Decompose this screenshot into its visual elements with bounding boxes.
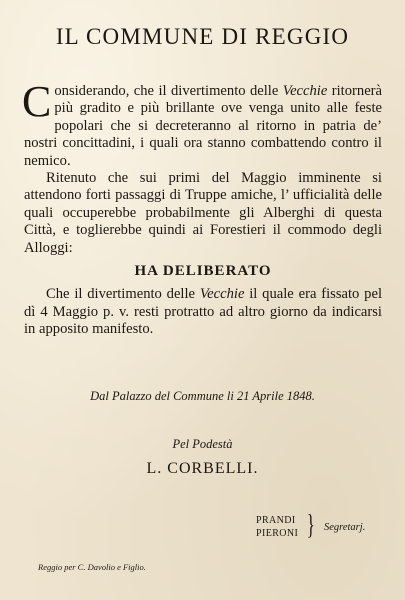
signatory-name: L. CORBELLI. [146,460,259,477]
secretaries-label: Segretarj. [324,522,366,533]
paragraph-1-text: onsiderando, che il divertimento delle [54,83,283,99]
secretary-1: PRANDI [256,515,296,526]
date-line: Dal Palazzo del Commune li 21 Aprile 1848. [90,389,315,403]
drop-cap: C [22,77,52,126]
paragraph-considerando [22,77,383,170]
paragraph-che [24,286,382,338]
paragraph-3-start: Che il divertimento delle [46,286,200,303]
paragraph-ritenuto: Ritenuto che sui primi del Maggio imminente si attendono forti passaggi di Truppe amiche, l’ ufficialità delle quali occuperebbe probabilmente gli Alberghi di questa Città, e toglierebbe quindi ai Forestieri il commodo degli Alloggi: [24,170,382,256]
document-body [22,77,383,339]
paragraph-3-rest: il quale era fissato pel dì 4 Maggio p. v. resti protratto ad altro giorno da indicarsi in apposito manifesto. [24,286,382,338]
paragraph-3-italic: Vecchie [199,286,245,303]
paragraph-1-tail: ritornerà più gradito e più brillante ove venga unito alle feste popolari che si decreteranno al ritorno in patria de’ nostri concittadini, i quali ora stanno combattendo contro il nemico. [24,83,383,169]
pel-podesta: Pel Podestà [172,437,233,451]
document-title: IL COMMUNE DI REGGIO [55,24,350,49]
secretary-2: PIERONI [256,528,299,539]
heading-deliberato: HA DELIBERATO [134,263,272,280]
secretaries-names [256,514,298,540]
brace-glyph: } [306,510,315,541]
paragraph-1-italic: Vecchie [282,83,328,99]
printer-imprint: Reggio per C. Davolio e Figlio. [38,562,146,572]
